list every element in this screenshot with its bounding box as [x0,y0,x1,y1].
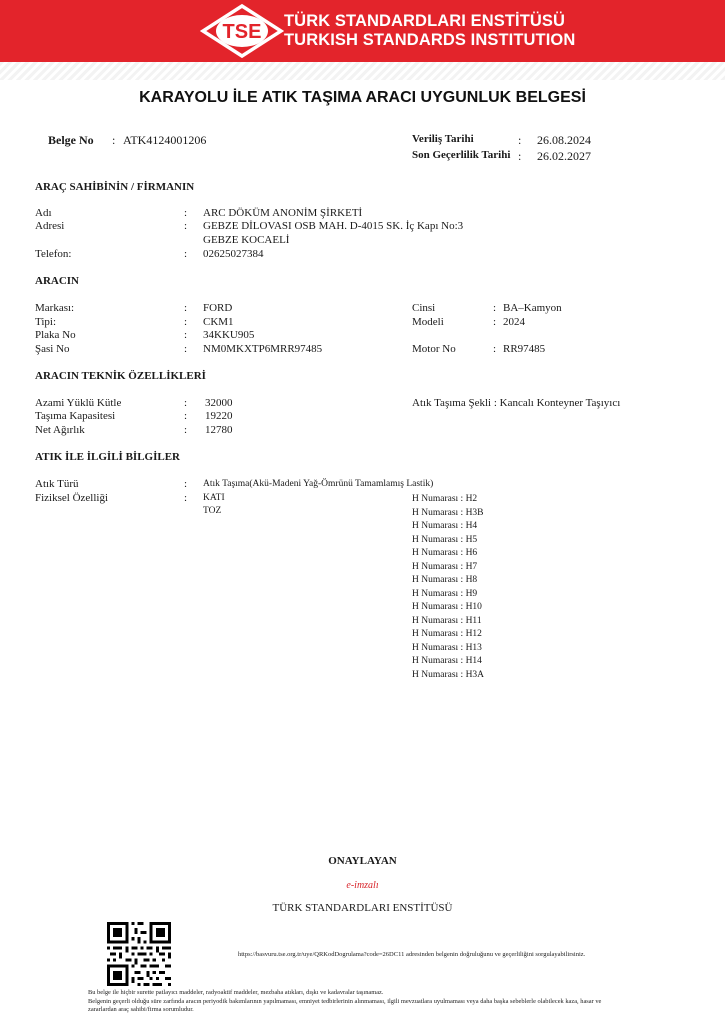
h-number-item: H Numarası : H14 [412,656,482,666]
colon: : [184,220,188,232]
waste-heading: ATIK İLE İLGİLİ BİLGİLER [35,451,180,463]
tur-value: Atık Taşıma(Akü-Madeni Yağ-Ömrünü Tamamlamış Lastik) [203,479,434,489]
motor-value: RR97485 [503,343,546,355]
colon: : [493,302,497,314]
belge-no-label: Belge No [48,133,94,147]
qr-verification-note: https://basvuru.tse.org.tr/uye/QRKodDogrulama?code=26DC11 adresinden belgenin doğruluğunu ve geçerliliğini sorgulayabilirsiniz. [238,951,586,958]
telefon-value: 02625027384 [203,248,264,260]
marka-value: FORD [203,302,233,314]
net-label: Net Ağırlık [35,424,85,436]
h-number-item: H Numarası : H3B [412,507,484,518]
plaka-label: Plaka No [35,329,76,341]
vehicle-heading: ARACIN [35,275,79,287]
colon: : [184,248,188,260]
colon: : [184,478,188,490]
colon: : [112,133,116,147]
colon: : [184,207,188,219]
cins-label: Cinsi [412,302,436,314]
sasi-label: Şasi No [35,343,70,355]
tip-value: CKM1 [203,316,234,328]
org-name-tr: TÜRK STANDARDLARI ENSTİTÜSÜ [284,12,566,30]
sekil-row: Atık Taşıma Şekli : Kancalı Konteyner Taşıyıcı [412,397,621,409]
colon: : [184,397,188,409]
h-number-item: H Numarası : H13 [412,642,482,653]
colon: : [184,492,188,504]
header-pattern [0,62,725,80]
approval-institution: TÜRK STANDARDLARI ENSTİTÜSÜ [272,902,453,914]
colon: : [184,329,188,341]
h-number-item: H Numarası : H10 [412,602,482,612]
cins-value: BA–Kamyon [503,302,562,314]
colon: : [493,343,497,355]
footer-note: zararlardan araç sahibi/firma sorumludur. [88,1006,194,1013]
esign-label: e-imzalı [346,880,379,891]
adi-label: Adı [35,207,52,219]
sasi-value: NM0MKXTP6MRR97485 [203,343,323,355]
model-label: Modeli [412,316,444,328]
azami-value: 32000 [205,397,233,409]
plaka-value: 34KKU905 [203,329,255,341]
colon: : [493,316,497,328]
tur-label: Atık Türü [35,478,79,490]
kapasite-label: Taşıma Kapasitesi [35,410,116,422]
colon: : [518,149,522,163]
h-number-item: H Numarası : H6 [412,548,478,558]
footer-note: Bu belge ile hiçbir surette patlayıcı maddeler, radyoaktif maddeler, mezbaha atıkları, dışkı ve kadavralar taşınamaz. [88,989,384,996]
h-number-item: H Numarası : H9 [412,588,478,599]
tip-label: Tipi: [35,316,57,328]
h-number-item: H Numarası : H8 [412,575,478,585]
marka-label: Markası: [35,302,75,314]
motor-label: Motor No [412,343,456,355]
footer-note: Belgenin geçerli olduğu süre zarfında aracın periyodik bakımlarının yapılmaması, emniyet tedbirlerinin alınmaması, ilgili mevzuatlara uyulmaması veya daha başka sebeblerle olabilecek kaza, hasar ve [88,997,602,1005]
h-number-item: H Numarası : H4 [412,521,478,531]
h-number-item: H Numarası : H3A [412,669,485,680]
h-number-item: H Numarası : H12 [412,629,482,639]
tse-logo [200,3,284,59]
net-value: 12780 [205,424,233,436]
adi-value: ARC DÖKÜM ANONİM ŞİRKETİ [203,207,363,219]
telefon-label: Telefon: [35,248,72,260]
kapasite-value: 19220 [205,410,233,422]
h-number-item: H Numarası : H7 [412,561,478,572]
model-value: 2024 [503,316,525,328]
tech-heading: ARACIN TEKNİK ÖZELLİKLERİ [35,370,206,382]
sekil-label: Atık Taşıma Şekli [412,397,492,409]
fiziksel-value: KATI [203,493,225,503]
document-title: KARAYOLU İLE ATIK TAŞIMA ARACI UYGUNLUK BELGESİ [139,89,586,106]
fiziksel-label: Fiziksel Özelliği [35,492,109,504]
belge-no-value: ATK4124001206 [123,133,207,147]
h-number-item: H Numarası : H5 [412,534,478,545]
colon: : [184,302,188,314]
son-gecerlilik-value: 26.02.2027 [537,149,591,163]
owner-heading: ARAÇ SAHİBİNİN / FİRMANIN [35,181,195,193]
adres-line2: GEBZE KOCAELİ [203,234,290,246]
fiziksel-value: TOZ [203,506,222,516]
colon: : [184,343,188,355]
qr-code[interactable] [107,922,171,986]
org-name-en: TURKISH STANDARDS INSTITUTION [284,31,576,49]
sekil-value: Kancalı Konteyner Taşıyıcı [499,397,621,409]
h-number-item: H Numarası : H2 [412,494,478,504]
adres-line1: GEBZE DİLOVASI OSB MAH. D-4015 SK. İç Kapı No:3 [203,220,464,232]
verilis-label: Veriliş Tarihi [412,133,474,145]
azami-label: Azami Yüklü Kütle [35,397,122,409]
colon: : [518,133,522,147]
adres-label: Adresi [35,220,65,232]
son-gecerlilik-label: Son Geçerlilik Tarihi [412,149,511,161]
colon: : [184,316,188,328]
verilis-value: 26.08.2024 [537,133,591,147]
h-number-item: H Numarası : H11 [412,615,482,626]
colon: : [184,424,188,436]
colon: : [184,410,188,422]
logo-text: TSE [222,21,262,43]
approval-heading: ONAYLAYAN [328,855,397,867]
